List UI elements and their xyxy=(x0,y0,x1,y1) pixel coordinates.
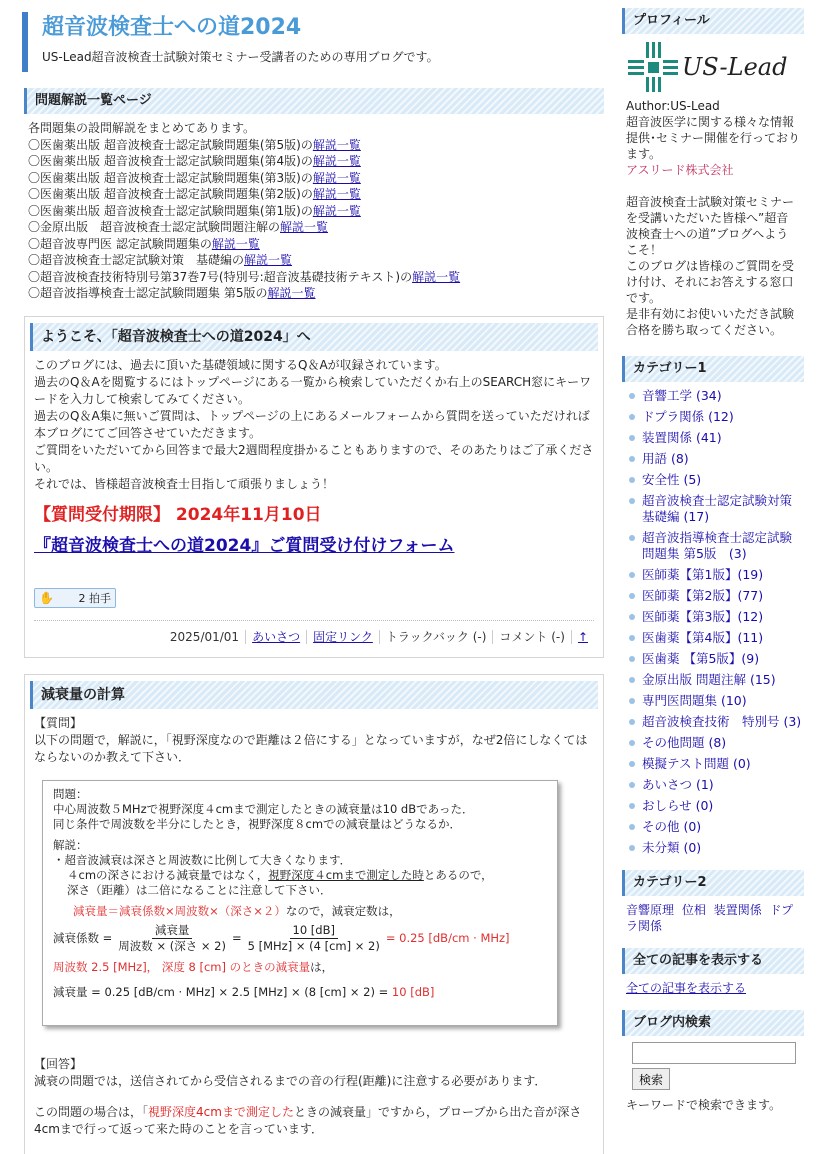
figure-coef-result: = 0.25 [dB/cm · MHz] xyxy=(385,931,510,945)
welcome-post xyxy=(24,316,604,658)
profile-message: 是非有効にお使いいただき試験合格を勝ち取ってください。 xyxy=(626,307,795,337)
category-link[interactable]: おしらせ (0) xyxy=(626,798,804,814)
category-link[interactable]: 音響工学 (34) xyxy=(626,388,804,404)
index-item-text: 〇金原出版 超音波検査士認定試験問題注解の xyxy=(28,220,281,234)
trackback-count: トラックバック (-) xyxy=(379,630,493,644)
answer-text xyxy=(34,1104,594,1138)
site-title[interactable]: 超音波検査士への道2024 xyxy=(42,15,302,40)
figure-problem-line: 同じ条件で周波数を半分にしたとき，視野深度８cmでの減衰量はどうなるか． xyxy=(53,817,462,831)
answer-label: 【回答】 xyxy=(34,1057,83,1071)
index-item-link[interactable]: 解説一覧 xyxy=(211,236,260,251)
figure-fraction xyxy=(115,923,229,954)
index-item-text: 〇超音波専門医 認定試験問題集の xyxy=(28,236,212,251)
category-link[interactable]: 安全性 (5) xyxy=(626,472,804,488)
figure-expl-label: 解説： xyxy=(53,838,88,852)
figure-condition-red: 周波数 2.5 [MHz]， 深度 8 [cm] のときの減衰量 xyxy=(53,960,311,974)
answer-text: 減衰の問題では，送信されてから受信されるまでの音の行程(距離)に注意する必要があります． xyxy=(34,1074,547,1088)
index-item-link[interactable]: 解説一覧 xyxy=(312,137,361,152)
main-column xyxy=(24,88,604,1136)
index-section xyxy=(24,88,604,302)
category-link[interactable]: 超音波検査技術 特別号 (3) xyxy=(626,714,804,730)
profile-author: Author:US-Lead xyxy=(626,99,720,113)
index-item xyxy=(28,285,600,302)
index-item-text: 〇医歯薬出版 超音波検査士認定試験問題集(第3版)の xyxy=(28,170,313,185)
figure-problem-label: 問題： xyxy=(53,787,88,801)
category-link[interactable]: 用語 (8) xyxy=(626,451,804,467)
index-item-text: 〇医歯薬出版 超音波検査士認定試験問題集(第5版)の xyxy=(28,137,313,152)
fraction-numerator: 減衰量 xyxy=(152,923,193,939)
welcome-paragraph: それでは、皆様超音波検査士目指して頑張りましょう！ xyxy=(34,477,335,491)
category1-list xyxy=(622,382,804,856)
welcome-paragraph: 過去のQ＆A集に無いご質問は、トップページの上にあるメールフォームから質問を送っていただければ本ブログにてご回答させていただきます。 xyxy=(34,409,590,440)
index-item xyxy=(28,170,600,187)
search-button[interactable]: 検索 xyxy=(632,1068,670,1090)
question-text: 以下の問題で，解説に，「視野深度なので距離は２倍にする」となっていますが，なぜ2倍にしなくてはならないのか教えて下さい． xyxy=(34,733,588,764)
figure-formula-line xyxy=(53,904,547,919)
all-posts-body xyxy=(622,974,804,996)
clap-count: 2 拍手 xyxy=(78,591,111,605)
answer-part: ときの減衰量」ですから，プローブから出た音が深さ4cmまで行って返って来た時のことを言っています． xyxy=(34,1105,582,1136)
index-heading: 問題解説一覧ページ xyxy=(24,88,604,114)
index-item-link[interactable]: 解説一覧 xyxy=(244,253,293,267)
site-description: US-Lead超音波検査士試験対策セミナー受講者のための専用ブログです。 xyxy=(42,50,439,64)
clap-hand-icon: ✋ xyxy=(39,590,54,605)
site-header xyxy=(22,12,602,72)
index-item xyxy=(28,186,600,203)
page-top-link[interactable]: ↑ xyxy=(571,630,594,644)
index-intro: 各問題集の設問解説をまとめてあります。 xyxy=(28,121,256,135)
figure-expl-line: 深さ（距離）は二倍になることに注意して下さい． xyxy=(67,883,332,897)
index-item-text: 〇超音波検査士認定試験対策 基礎編の xyxy=(28,253,245,267)
figure-fraction xyxy=(245,923,383,954)
attenuation-heading[interactable]: 減衰量の計算 xyxy=(30,681,598,709)
category-link[interactable]: 医歯薬 【第5版】(9) xyxy=(626,651,804,667)
search-input[interactable] xyxy=(632,1042,796,1064)
question-form-link[interactable]: 『超音波検査士への道2024』ご質問受け付けフォーム xyxy=(34,536,455,556)
attenuation-body xyxy=(30,709,598,1138)
figure-expl-line xyxy=(53,868,547,883)
category-link[interactable]: 専門医問題集 (10) xyxy=(626,693,804,709)
deadline-text: 【質問受付期限】 2024年11月10日 xyxy=(34,505,322,525)
category-link[interactable]: 医歯薬【第4版】(11) xyxy=(626,630,804,646)
figure-formula-tail: なので，減衰定数は， xyxy=(285,904,401,918)
figure-coef-label: 減衰係数 = xyxy=(53,931,113,945)
profile-heading: プロフィール xyxy=(622,8,804,34)
figure-expl-line: ・超音波減衰は深さと周波数に比例して大きくなります． xyxy=(53,853,352,867)
search-box xyxy=(622,1010,804,1113)
category-link[interactable]: 超音波検査士認定試験対策 基礎編 (17) xyxy=(626,493,804,525)
index-item xyxy=(28,137,600,154)
index-item-link[interactable]: 解説一覧 xyxy=(312,154,361,168)
category2-heading: カテゴリー2 xyxy=(622,870,804,896)
index-body xyxy=(24,114,604,302)
index-item-link[interactable]: 解説一覧 xyxy=(312,203,361,218)
index-item-link[interactable]: 解説一覧 xyxy=(267,286,316,300)
figure-formula-red: 減衰量＝減衰係数×周波数×（深さ×２） xyxy=(73,904,286,918)
answer-highlight: 視野深度4cmまで測定した xyxy=(148,1105,294,1119)
figure-condition-line xyxy=(53,960,547,975)
welcome-paragraph: このブログには、過去に頂いた基礎領域に関するQ＆Aが収録されています。 xyxy=(34,358,447,372)
figure-expl-underline: 視野深度４cmまで測定した時 xyxy=(268,868,424,882)
search-hint: キーワードで検索できます。 xyxy=(626,1098,782,1112)
us-lead-cross-icon xyxy=(628,42,678,92)
index-item xyxy=(28,219,600,236)
all-posts-heading: 全ての記事を表示する xyxy=(622,948,804,974)
welcome-paragraph: ご質問をいただいてから回答まで最大2週間程度掛かることもありますので、そのあたりはご了承ください。 xyxy=(34,443,594,474)
index-list xyxy=(28,137,600,302)
category-link[interactable]: 医師薬【第2版】(77) xyxy=(626,588,804,604)
profile-company-link[interactable]: アスリード株式会社 xyxy=(626,163,734,177)
category-link[interactable]: あいさつ (1) xyxy=(626,777,804,793)
attenuation-post xyxy=(24,674,604,1154)
index-item-text: 〇医歯薬出版 超音波検査士認定試験問題集(第4版)の xyxy=(28,154,313,168)
category-link[interactable]: 金原出版 問題注解 (15) xyxy=(626,672,804,688)
index-item-text: 〇医歯薬出版 超音波検査士認定試験問題集(第1版)の xyxy=(28,203,313,218)
figure-coef-line xyxy=(53,923,547,954)
category1-box xyxy=(622,356,804,856)
category-link[interactable]: ドプラ関係 (12) xyxy=(626,409,804,425)
category-link[interactable]: 未分類 (0) xyxy=(626,840,804,856)
us-lead-logo xyxy=(622,34,804,92)
category2-link[interactable]: 装置関係 xyxy=(713,903,762,917)
welcome-paragraph: 過去のQ＆Aを閲覧するにはトップページにある一覧から検索していただくか右上のSEARCH窓にキーワードを入力して検索してみてください。 xyxy=(34,375,592,406)
index-item xyxy=(28,203,600,220)
search-heading: ブログ内検索 xyxy=(622,1010,804,1036)
problem-figure xyxy=(42,780,558,1026)
welcome-body xyxy=(30,351,598,646)
comment-count: コメント (-) xyxy=(492,630,571,644)
category-link[interactable]: 医師薬【第3版】(12) xyxy=(626,609,804,625)
figure-condition-tail: は， xyxy=(310,960,334,974)
index-item xyxy=(28,269,600,286)
post-footer xyxy=(34,620,594,646)
category-link[interactable]: 模擬テスト問題 (0) xyxy=(626,756,804,772)
profile-message: このブログは皆様のご質問を受け付け、それにお答えする窓口です。 xyxy=(626,259,795,305)
post-category-link[interactable]: あいさつ xyxy=(245,630,306,644)
figure-problem-line: 中心周波数５MHzで視野深度４cmまで測定したときの減衰量は10 dBであった． xyxy=(53,802,474,816)
index-item-link[interactable]: 解説一覧 xyxy=(412,269,461,284)
category-link[interactable]: その他 (0) xyxy=(626,819,804,835)
category2-link[interactable]: 位相 xyxy=(681,903,706,917)
profile-message: 超音波検査士試験対策セミナーを受講いただいた皆様へ”超音波検査士への道”ブログへようこそ！ xyxy=(626,195,795,257)
index-item-link[interactable]: 解説一覧 xyxy=(312,170,361,185)
sidebar xyxy=(622,8,804,1127)
category-link[interactable]: その他問題 (8) xyxy=(626,735,804,751)
welcome-heading[interactable]: ようこそ、「超音波検査士への道2024」へ xyxy=(30,323,598,351)
profile-desc: 超音波医学に関する様々な情報提供･セミナー開催を行っております。 xyxy=(626,115,801,161)
clap-button[interactable] xyxy=(34,588,116,608)
figure-final-formula: 減衰量 = 0.25 [dB/cm · MHz] × 2.5 [MHz] × (8 [cm] × 2) = xyxy=(53,985,392,999)
category1-heading: カテゴリー1 xyxy=(622,356,804,382)
equals-sign: = xyxy=(231,931,242,945)
question-label: 【質問】 xyxy=(34,716,83,730)
permalink-link[interactable]: 固定リンク xyxy=(306,630,379,644)
category-link[interactable]: 医師薬【第1版】(19) xyxy=(626,567,804,583)
category2-body xyxy=(622,896,804,934)
index-item-text: 〇医歯薬出版 超音波検査士認定試験問題集(第2版)の xyxy=(28,187,313,201)
figure-expl-part: ４cmの深さにおける減衰量ではなく， xyxy=(67,868,269,882)
index-item xyxy=(28,153,600,170)
profile-body xyxy=(622,92,804,338)
index-item-text: 〇超音波指導検査士認定試験問題集 第5版の xyxy=(28,286,268,300)
figure-expl-part: とあるので， xyxy=(423,868,493,882)
index-item-link[interactable]: 解説一覧 xyxy=(280,220,329,234)
profile-box xyxy=(622,8,804,338)
logo-text: US-Lead xyxy=(682,53,788,81)
figure-final-result: 10 [dB] xyxy=(391,985,435,999)
index-item xyxy=(28,252,600,269)
fraction-numerator: 10 [dB] xyxy=(290,923,338,939)
category2-link[interactable]: ドプラ関係 xyxy=(626,903,794,933)
index-item-link[interactable]: 解説一覧 xyxy=(312,187,361,201)
category2-box xyxy=(622,870,804,934)
all-posts-box xyxy=(622,948,804,996)
category-link[interactable]: 装置関係 (41) xyxy=(626,430,804,446)
category2-link[interactable]: 音響原理 xyxy=(626,903,675,917)
answer-part: この問題の場合は，「 xyxy=(34,1105,149,1119)
all-posts-link[interactable]: 全ての記事を表示する xyxy=(626,981,747,995)
figure-final-line xyxy=(53,985,547,1000)
index-item-text: 〇超音波検査技術特別号第37巻7号(特別号:超音波基礎技術テキスト)の xyxy=(28,269,413,284)
fraction-denominator: 5 [MHz] × (4 [cm] × 2) xyxy=(247,939,380,953)
index-item xyxy=(28,236,600,253)
category-link[interactable]: 超音波指導検査士認定試験問題集 第5版 (3) xyxy=(626,530,804,562)
post-date: 2025/01/01 xyxy=(169,630,240,644)
fraction-denominator: 周波数 × (深さ × 2) xyxy=(118,939,226,953)
